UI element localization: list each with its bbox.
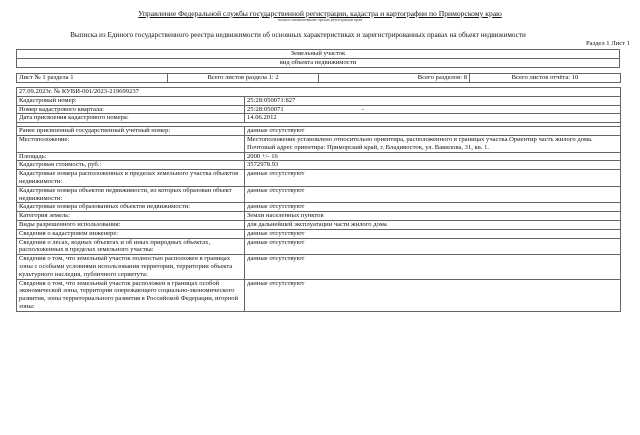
detail-value: для дальнейшей эксплуатации части жилого дома (245, 220, 621, 229)
detail-value: данные отсутствуют (245, 238, 621, 255)
detail-row (17, 170, 621, 187)
total-sheets-section: Всего листов раздела 1: 2 (168, 74, 319, 83)
dash-mark: - (361, 105, 364, 113)
organization-caption: полное наименование органа регистрации прав (277, 17, 363, 22)
detail-value: 2000 +/- 16 (245, 152, 621, 161)
meta-value: 25:28:050071:827 (245, 96, 621, 105)
total-sheets-report: Всего листов отчёта: 10 (470, 74, 621, 83)
detail-label: Сведения о том, что земельный участок полностью расположен в границах зоны с особыми условиями использования территории, территории объекта культурного наследия, публичного сервитута: (17, 255, 245, 279)
meta-label: Кадастровый номер: (17, 96, 245, 105)
detail-row (17, 229, 621, 238)
meta-label: Дата присвоения кадастрового номера: (17, 114, 245, 123)
object-type: Земельный участок (17, 50, 620, 59)
detail-label: Сведения о кадастровом инженере: (17, 229, 245, 238)
detail-value: Местоположение установлено относительно ориентира, расположенного в границах участка.Ориентир часть жилого дома. Почтовый адрес ориентира: Приморский край, г. Владивосток, ул. Вавилова, 31, кв. 1. (245, 135, 621, 152)
detail-value: данные отсутствуют (245, 186, 621, 203)
meta-value-text: 25:28:050071 (247, 105, 284, 113)
detail-label: Ранее присвоенный государственный учетный номер: (17, 127, 245, 136)
detail-value: данные отсутствуют (245, 229, 621, 238)
detail-value: данные отсутствуют (245, 127, 621, 136)
detail-value: 3572978.93 (245, 161, 621, 170)
detail-label: Кадастровые номера расположенных в пределах земельного участка объектов недвижимости: (17, 170, 245, 187)
organization-name: Управление Федеральной службы государственной регистрации, кадастра и картографии по Приморскому краю (138, 9, 502, 18)
detail-row (17, 255, 621, 279)
date-number: 27.09.2023г. № КУВИ-001/2023-219699237 (17, 88, 621, 97)
object-type-table (16, 49, 620, 68)
detail-value: Земли населенных пунктов (245, 212, 621, 221)
detail-label: Местоположение: (17, 135, 245, 152)
meta-row (17, 114, 621, 123)
section-reference: Раздел 1 Лист 1 (586, 40, 630, 47)
detail-row (17, 238, 621, 255)
detail-label: Категория земель: (17, 212, 245, 221)
details-table (16, 87, 621, 312)
detail-label: Сведения о том, что земельный участок расположен в границах особой экономической зоны, территории опережающего социально-экономического развития, зоны территориального развития в Российской Федерации, игорной зоны: (17, 279, 245, 311)
detail-row (17, 127, 621, 136)
detail-label: Кадастровая стоимость, руб.: (17, 161, 245, 170)
detail-label: Площадь: (17, 152, 245, 161)
sheet-number: Лист № 1 раздела 1 (17, 74, 168, 83)
document-title: Выписка из Единого государственного реестра недвижимости об основных характеристиках и зарегистрированных правах на объект недвижимости (70, 31, 526, 39)
meta-row (17, 96, 621, 105)
object-type-caption: вид объекта недвижимости (17, 59, 620, 68)
detail-label: Виды разрешенного использования: (17, 220, 245, 229)
detail-label: Кадастровые номера образованных объектов недвижимости: (17, 203, 245, 212)
detail-row (17, 161, 621, 170)
detail-label: Сведения о лесах, водных объектах и об иных природных объектах, расположенных в пределах земельного участка: (17, 238, 245, 255)
detail-value: данные отсутствуют (245, 255, 621, 279)
meta-value: 14.06.2012 (245, 114, 621, 123)
detail-row (17, 279, 621, 311)
meta-value (245, 105, 621, 114)
detail-value: данные отсутствуют (245, 279, 621, 311)
detail-row (17, 212, 621, 221)
detail-row (17, 186, 621, 203)
detail-value: данные отсутствуют (245, 203, 621, 212)
detail-value: данные отсутствуют (245, 170, 621, 187)
meta-row (17, 105, 621, 114)
meta-label: Номер кадастрового квартала: (17, 105, 245, 114)
detail-row (17, 135, 621, 152)
detail-row (17, 152, 621, 161)
total-sections: Всего разделов: 8 (319, 74, 470, 83)
detail-row (17, 203, 621, 212)
sheet-info-table (16, 73, 621, 83)
details-body (17, 127, 621, 312)
detail-label: Кадастровые номера объектов недвижимости, из которых образован объект недвижимости: (17, 186, 245, 203)
detail-row (17, 220, 621, 229)
